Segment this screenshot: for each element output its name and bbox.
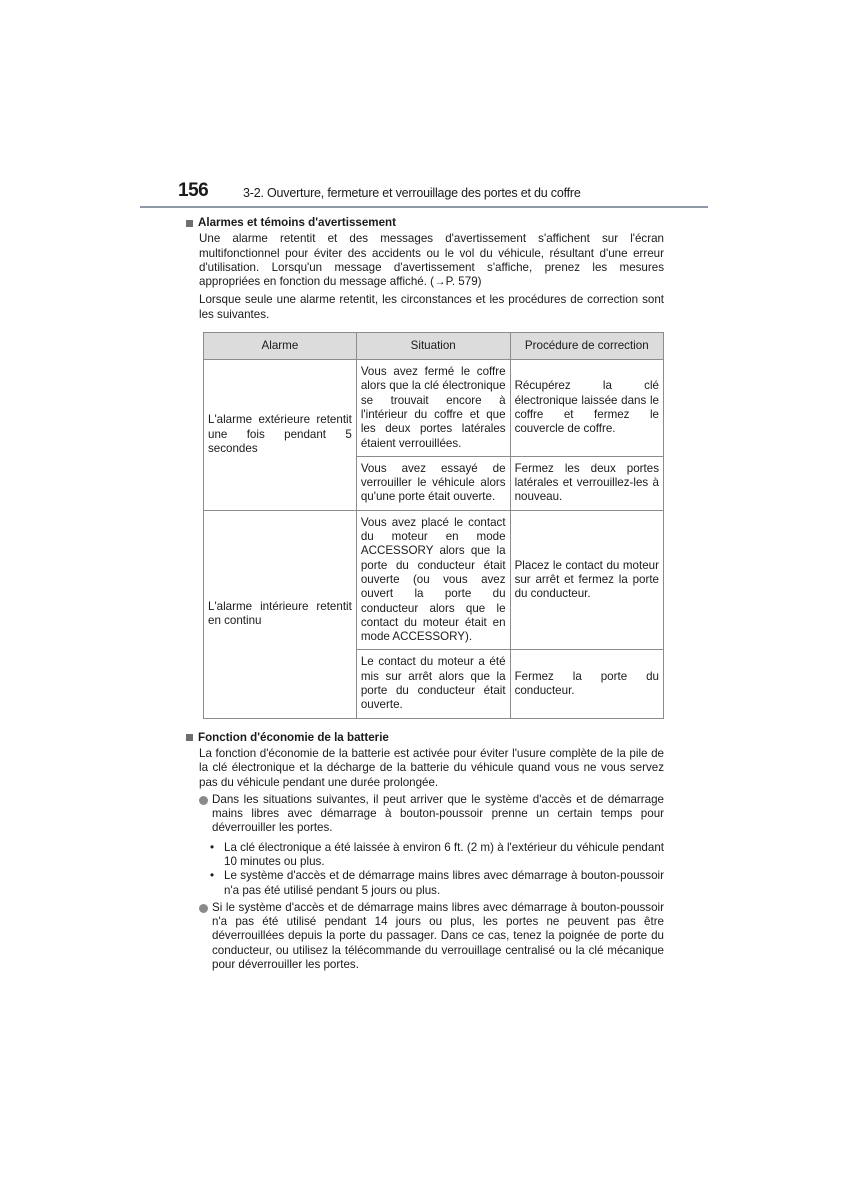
bullet-item (199, 793, 664, 836)
header-divider (140, 206, 708, 208)
procedure-cell: Placez le contact du moteur sur arrêt et fermez la porte du conducteur. (510, 510, 663, 650)
sub-bullet-marker: • (210, 869, 215, 883)
situation-cell: Vous avez fermé le coffre alors que la clé électronique se trouvait encore à l'intérieur du coffre et que les deux portes latérales étaient verrouillées. (356, 360, 510, 457)
situation-cell: Le contact du moteur a été mis sur arrêt alors que la porte du conducteur était ouverte. (356, 650, 510, 718)
sub-list (210, 841, 664, 898)
section-heading-text: Alarmes et témoins d'avertissement (198, 216, 396, 229)
square-bullet-icon (186, 220, 193, 227)
sub-list-item (210, 869, 664, 898)
alarm-cell: L'alarme intérieure retentit en continu (204, 510, 357, 718)
bullet-item (199, 901, 664, 972)
circle-bullet-icon (199, 904, 208, 913)
procedure-cell: Fermez les deux portes latérales et verrouillez-les à nouveau. (510, 456, 663, 510)
paragraph: Une alarme retentit et des messages d'avertissement s'affichent sur l'écran multifonctionnel pour éviter des accidents ou le vol du véhicule, résultant d'une erreur d'utilisation. Lorsqu'un message d'avertissement s'affiche, prenez les mesures appropriées en fonction du message affiché. (→P. 579) (199, 232, 664, 289)
page-number: 156 (178, 180, 209, 201)
square-bullet-icon (186, 734, 193, 741)
section-heading-text: Fonction d'économie de la batterie (198, 730, 389, 744)
section-heading-alarms (186, 216, 664, 230)
sub-item-text: La clé électronique a été laissée à environ 6 ft. (2 m) à l'extérieur du véhicule pendant 10 minutes ou plus. (224, 840, 664, 868)
table-row (204, 510, 664, 650)
situation-cell: Vous avez placé le contact du moteur en mode ACCESSORY alors que la porte du conducteur était ouverte (ou vous avez ouvert la porte du conducteur alors que le contact du moteur était en mode ACCESSORY). (356, 510, 510, 650)
alarm-table (203, 332, 664, 719)
paragraph: La fonction d'économie de la batterie est activée pour éviter l'usure complète de la pile de la clé électronique et la décharge de la batterie du véhicule quand vous ne vous servez pas du véhicule pendant une durée prolongée. (199, 746, 664, 789)
sub-bullet-marker: • (210, 840, 215, 854)
table-row (204, 360, 664, 457)
procedure-cell: Fermez la porte du conducteur. (510, 650, 663, 718)
column-header-alarm: Alarme (204, 333, 357, 360)
table-header-row (204, 333, 664, 360)
sub-item-text: Le système d'accès et de démarrage mains libres avec démarrage à bouton-poussoir n'a pas été utilisé pendant 5 jours ou plus. (224, 869, 664, 897)
situation-cell: Vous avez essayé de verrouiller le véhicule alors qu'une porte était ouverte. (356, 456, 510, 510)
bullet-text: Si le système d'accès et de démarrage mains libres avec démarrage à bouton-poussoir n'a pas été utilisé pendant 14 jours ou plus, les portes ne peuvent pas être déverrouillées depuis la porte du passager. Dans ce cas, tenez la poignée de porte du conducteur, ou utilisez la télécommande du verrouillage centralisé ou la clé mécanique pour déverrouiller les portes. (212, 900, 664, 972)
column-header-situation: Situation (356, 333, 510, 360)
paragraph: Lorsque seule une alarme retentit, les circonstances et les procédures de correction sont les suivantes. (199, 293, 664, 321)
circle-bullet-icon (199, 796, 208, 805)
procedure-cell: Récupérez la clé électronique laissée dans le coffre et fermez le couvercle de coffre. (510, 360, 663, 457)
sub-list-item (210, 841, 664, 870)
bullet-text: Dans les situations suivantes, il peut arriver que le système d'accès et de démarrage mains libres avec démarrage à bouton-poussoir prenne un certain temps pour déverrouiller les portes. (212, 792, 664, 835)
alarm-cell: L'alarme extérieure retentit une fois pendant 5 secondes (204, 360, 357, 511)
section-heading-battery (186, 731, 664, 745)
chapter-title: 3-2. Ouverture, fermeture et verrouillage des portes et du coffre (243, 186, 581, 200)
page-content (186, 216, 664, 972)
column-header-procedure: Procédure de correction (510, 333, 663, 360)
